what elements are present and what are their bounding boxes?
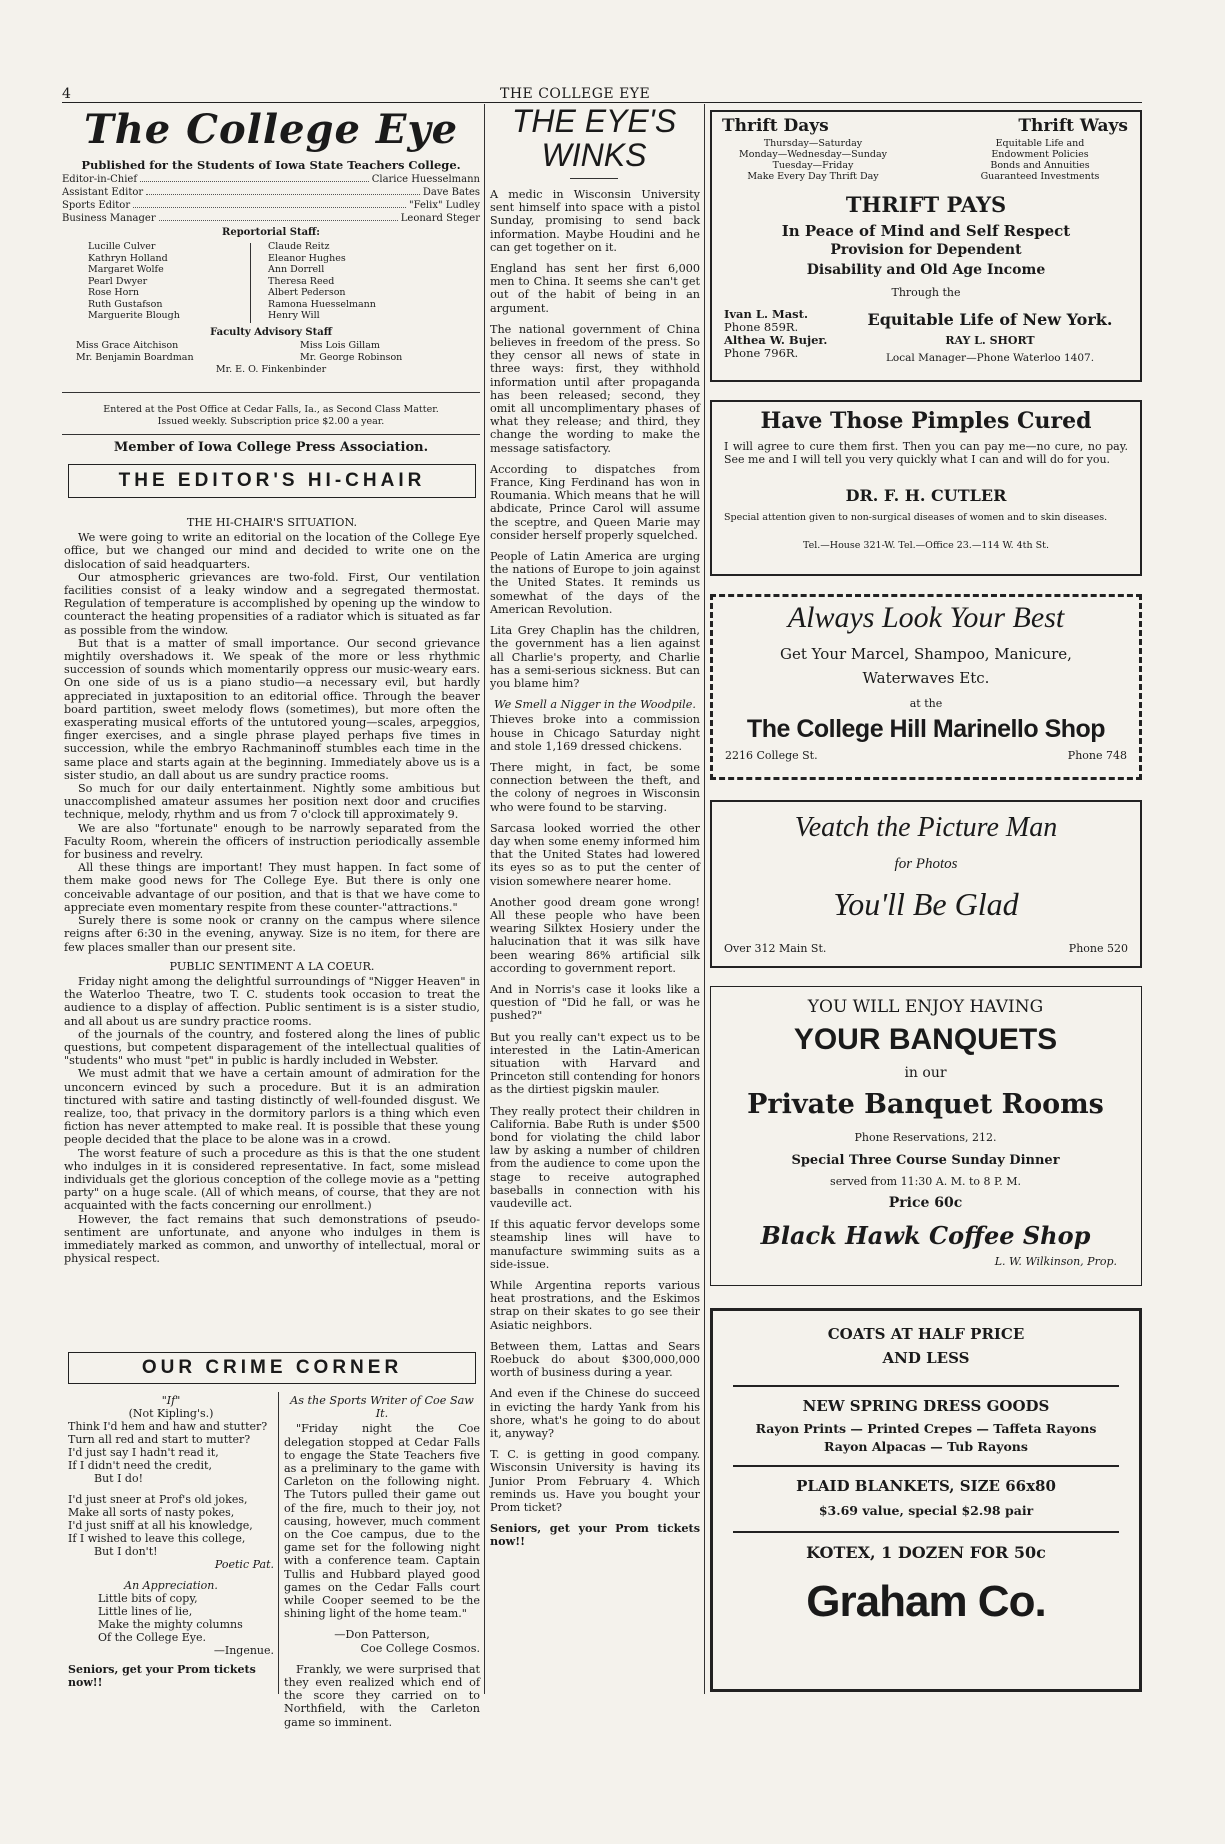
member-line: Member of Iowa College Press Association. <box>113 440 429 455</box>
ad-marinello: Always Look Your Best Get Your Marcel, Shampoo, Manicure, Waterwaves Etc. at the The College Hill Marinello Shop 2216 College St. Phone 748 <box>710 594 1142 780</box>
winks-column: A medic in Wisconsin University sent himself into space with a pistol Sunday, promising to send back information. Maybe Houdini and he can get together on it. England has sent her first 6,000 men to China. It seems she can't get out of the habit of being in an argument. The national government of China believes in freedom of the press. So they censor all news of state in three ways: first, they withhold information until after propaganda has been released; second, they omit all uncomplimentary phases of what they release; and third, they change the wording to make the message satisfactory. According to dispatches from France, King Ferdinand has won in Roumania. Which means that he will abdicate, Prince Carol will assume the sceptre, and Queen Marie may consider herself properly squelched. People of Latin America are urging the nations of Europe to join against the United States. It reminds us somewhat of the days of the American Revolution. Lita Grey Chaplin has the children, the government has a lien against all Charlie's property, and Charlie has a semi-serious sickness. But can you blame him? We Smell a Nigger in the Woodpile. Thieves broke into a commission house in Chicago Saturday night and stole 1,169 dressed chickens. There might, in fact, be some connection between the theft, and the colony of negroes in Wisconsin who were found to be starving. Sarcasa looked worried the other day when some enemy informed him that the United States had lowered its eyes so as to put the center of vision somewhere nearer home. Another good dream gone wrong! All these people who have been wearing Silktex Hosiery under the halucination that it was silk have been wearing 86% artificial silk according to government report. And in Norris's case it looks like a question of "Did he fall, or was he pushed?" But you really can't expect us to be interested in the Latin-American situation with Harvard and Princeton still contending for honors as the dirtiest pigskin mauler. They really protect their children in California. Babe Ruth is under $500 bond for violating the child labor law by asking a number of children from the audience to come upon the stage to receive autographed baseballs in connection with his vaudeville act. If this aquatic fervor develops some steamship lines will have to manufacture swimming suits as a side-issue. While Argentina reports various heat prostrations, and the Eskimos strap on their skates to go see their Asiatic neighbors. Between them, Lattas and Sears Roebuck do about $300,000,000 worth of business during a year. And even if the Chinese do succeed in evicting the hardy Yank from his shore, what's he going to do about it, anyway? T. C. is getting in good company. Wisconsin University is having its Junior Prom February 4. Which reminds us. Have you bought your Prom ticket? Seniors, get your Prom tickets now!! <box>490 188 700 1549</box>
crime-divider <box>278 1392 279 1694</box>
faculty-center: Mr. E. O. Finkenbinder <box>215 364 327 375</box>
staff-row: Sports Editor "Felix" Ludley <box>62 200 480 211</box>
staff-row: Editor-in-Chief Clarice Huesselmann <box>62 174 480 185</box>
faculty-heading: Faculty Advisory Staff <box>210 327 332 338</box>
running-head: THE COLLEGE EYE <box>500 86 651 102</box>
editorial-article: THE HI-CHAIR'S SITUATION. We were going to write an editorial on the location of the College Eye office, but we changed our mind and decided to write one on the dislocation of said headquarters. Our atmospheric grievances are two-fold. First, Our ventilation facilities consist of a leaky window and a segregated thermostat. Regulation of temperature is accomplished by opening up the window to counteract the heating propensities of a radiator which is situated as far as possible from the window. But that is a matter of small importance. Our second grievance mightily overshadows it. We speak of the more or less rhythmic succession of sounds which momentarily oppress our music-weary ears. On one side of us is a piano studio—a necessary evil, but hardly appreciated in juxtaposition to an editorial office. Through the beaver board partition, sweet melody flows (sometimes), but more often the exasperating musical efforts of the untutored young—scales, arpeggios, finger exercises, and a single phrase played perhaps five times in succession, while the embryo Rachmaninoff stumbles each time in the same place and starts again at the beginning. Immediately above us is a sister studio, an dall about us are sundry practice rooms. So much for our daily entertainment. Nightly some ambitious but unaccomplished amateur assumes her position next door and crucifies technique, melody, rhythm and us from 7 o'clock till approximately 9. We are also "fortunate" enough to be narrowly separated from the Faculty Room, wherein the officers of instruction periodically assemble for business and revelry. All these things are important! They must happen. In fact some of them make good news for The College Eye. But there is only one conceivable advantage of our position, and that is that we have come to appreciate even momentary respite from these counter-"attractions." Surely there is some nook or cranny on the campus where silence reigns after 6:30 in the evening, anyway. Size is no item, for there are few places smaller than our present site. PUBLIC SENTIMENT A LA COEUR. Friday night among the delightful surroundings of "Nigger Heaven" in the Waterloo Theatre, two T. C. students took occasion to treat the audience to a display of affection. Public sentiment is is a sister studio, and all about us are sundry practice rooms. of the journals of the country, and fostered along the lines of public questions, but competent disparagement of the intellectual qualities of "students" who must "pet" in public is hardly included in Webster. We must admit that we have a certain amount of admiration for the unconcern evinced by such a procedure. But it is an admiration tinctured with satire and tasting distinctly of well-founded disgust. We realize, too, that privacy in the dormitory parlors is a thing which even fiction has never attempted to make real. It is possible that these young people decided that the place to be alone was in a crowd. The worst feature of such a procedure as this is that the one student who indulges in it is considered representative. In fact, some mislead individuals get the glorious conception of the college movie as a "petting party" on a huge scale. (All of which means, of course, that they are not acquainted with the facts concerning our enrollment.) However, the fact remains that such demonstrations of pseudo-sentiment are unfortunate, and anyone who indulges in them is immediately marked as common, and unworthy of intellectual, moral or physical respect. <box>64 516 480 1266</box>
staff-row: Business Manager Leonard Steger <box>62 213 480 224</box>
faculty-left: Miss Grace Aitchison Mr. Benjamin Boardman <box>76 340 194 363</box>
poem-if: "If" (Not Kipling's.) Think I'd hem and haw and stutter? Turn all red and start to mutter? I'd just say I hadn't read it, If I didn't need the credit, But I do! I'd just sneer at Prof's old jokes, Make all sorts of nasty pokes, I'd just sniff at all his knowledge, If I wished to leave this college, But I don't! Poetic Pat. An Appreciation. Little bits of copy, Little lines of lie, Make the mighty columns Of the College Eye. —Ingenue. Seniors, get your Prom tickets now!! <box>68 1394 274 1689</box>
editorial-title: THE HI-CHAIR'S SITUATION. <box>186 516 358 529</box>
page-number: 4 <box>62 86 71 102</box>
ad-graham: COATS AT HALF PRICE AND LESS NEW SPRING DRESS GOODS Rayon Prints — Printed Crepes — Taffeta Rayons Rayon Alpacas — Tub Rayons PLAID BLANKETS, SIZE 66x80 $3.69 value, special $2.98 pair KOTEX, 1 DOZEN FOR 50c Graham Co. <box>710 1308 1142 1692</box>
column-rule-1 <box>484 104 485 1694</box>
crime-heading: OUR CRIME CORNER <box>68 1352 476 1384</box>
ad-thrift: Thrift Days Thursday—Saturday Monday—Wednesday—Sunday Tuesday—Friday Make Every Day Thrift Day Thrift Ways Equitable Life and Endowment Policies Bonds and Annuities Guaranteed Investments THRIFT PAYS In Peace of Mind and Self Respect Provision for Dependent Disability and Old Age Income Through the Ivan L. Mast. Phone 859R. Althea W. Bujer. Phone 796R. Equitable Life of New York. RAY L. SHORT Local Manager—Phone Waterloo 1407. <box>710 110 1142 382</box>
winks-rule <box>570 178 618 179</box>
masthead-title: The College Eye <box>83 106 459 153</box>
staff-row: Assistant Editor Dave Bates <box>62 187 480 198</box>
staff-divider <box>250 243 251 323</box>
column-rule-2 <box>704 104 705 1694</box>
reportorial-heading: Reportorial Staff: <box>222 227 320 238</box>
ad-banquets: YOU WILL ENJOY HAVING YOUR BANQUETS in our Private Banquet Rooms Phone Reservations, 212. Special Three Course Sunday Dinner served from 11:30 A. M. to 8 P. M. Price 60c Black Hawk Coffee Shop L. W. Wilkinson, Prop. <box>710 986 1142 1286</box>
sports-writer-article: As the Sports Writer of Coe Saw It. "Friday night the Coe delegation stopped at Cedar Falls to engage the State Teachers five as a preliminary to the game with Carleton on the following night. The Tutors pulled their game out of the fire, much to their joy, not causing, however, much comment on the Coe campus, due to the game set for the following night with a conference team. Captain Tullis and Hubbard played good games on the Cedar Falls court while Cooper seemed to be the shining light of the home team." —Don Patterson, Coe College Cosmos. Frankly, we were surprised that they even realized which end of the score they carried on to Northfield, with the Carleton game so imminent. <box>284 1394 480 1729</box>
published-line: Published for the Students of Iowa State Teachers College. <box>81 158 461 172</box>
ad-veatch: Veatch the Picture Man for Photos You'll Be Glad Over 312 Main St. Phone 520 <box>710 800 1142 968</box>
entered-notice: Entered at the Post Office at Cedar Falls, Ia., as Second Class Matter. Issued weekly. Subscription price $2.00 a year. <box>103 404 439 427</box>
ad-pimples: Have Those Pimples Cured I will agree to cure them first. Then you can pay me—no cure, no pay. See me and I will tell you very quickly what I can and will do for you. DR. F. H. CUTLER Special attention given to non-surgical diseases of women and to skin diseases. Tel.—House 321-W. Tel.—Office 23.—114 W. 4th St. <box>710 400 1142 576</box>
winks-title: THE EYE'S WINKS <box>511 103 677 173</box>
editor-heading: THE EDITOR'S HI-CHAIR <box>68 464 476 498</box>
reportorial-left: Lucille Culver Kathryn Holland Margaret Wolfe Pearl Dwyer Rose Horn Ruth Gustafson Marguerite Blough <box>88 241 180 321</box>
masthead-rule <box>62 434 480 435</box>
reportorial-right: Claude Reitz Eleanor Hughes Ann Dorrell Theresa Reed Albert Pederson Ramona Huesselmann Henry Will <box>268 241 376 321</box>
faculty-right: Miss Lois Gillam Mr. George Robinson <box>300 340 403 363</box>
editorial-title: PUBLIC SENTIMENT A LA COEUR. <box>169 959 375 973</box>
masthead-rule <box>62 392 480 393</box>
